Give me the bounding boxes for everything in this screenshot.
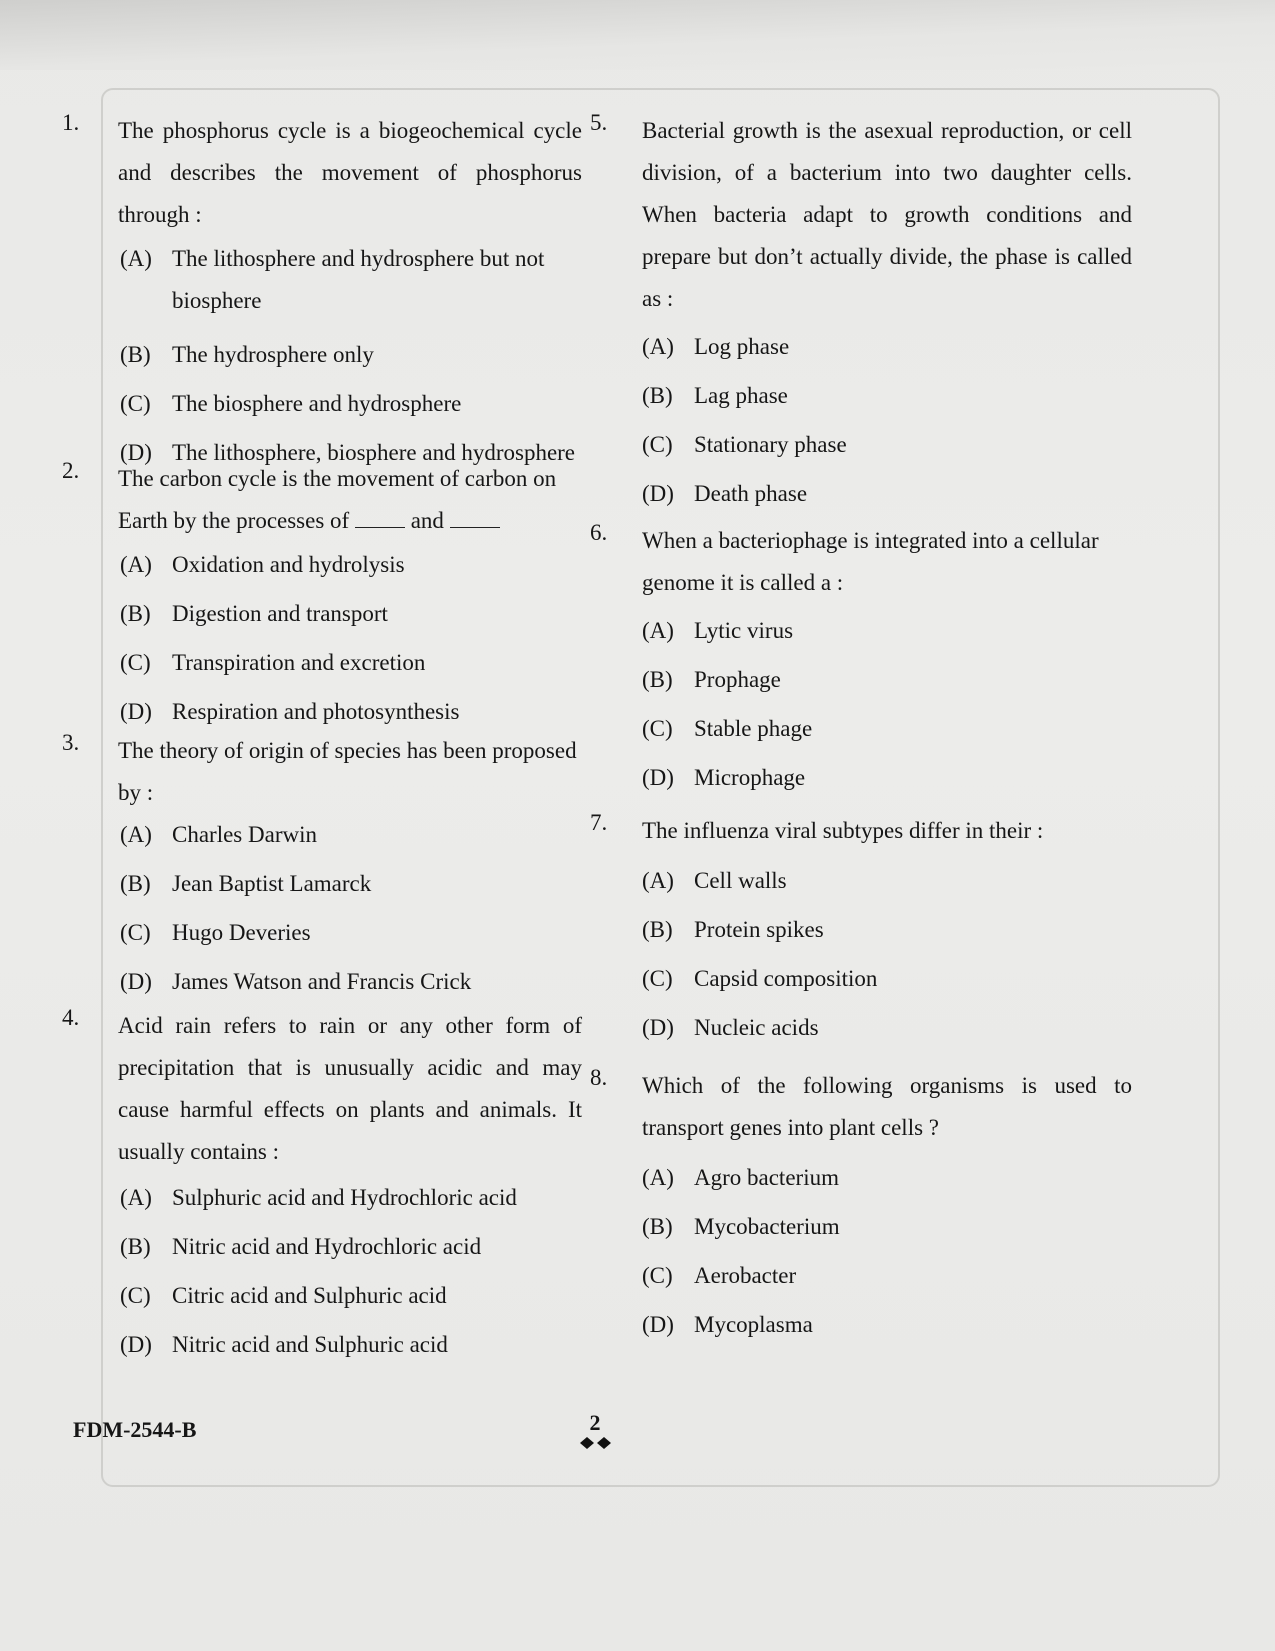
option-text: Jean Baptist Lamarck — [172, 871, 372, 896]
option-label: (C) — [642, 966, 673, 991]
question-4 — [62, 1005, 582, 1373]
option-label: (C) — [642, 716, 673, 741]
option-label: (B) — [642, 383, 673, 408]
question-text: The theory of origin of species has been proposed by : — [118, 738, 577, 805]
option-text: Lytic virus — [694, 618, 794, 643]
option-d[interactable] — [120, 961, 582, 1010]
option-text: The hydrosphere only — [172, 342, 374, 367]
option-label: (A) — [120, 552, 152, 577]
question-text: When a bacteriophage is integrated into a cellular genome it is called a : — [642, 528, 1099, 595]
option-text: Citric acid and Sulphuric acid — [172, 1283, 447, 1308]
question-6 — [590, 520, 1132, 806]
option-a[interactable] — [120, 238, 582, 334]
option-text: Hugo Deveries — [172, 920, 311, 945]
option-b[interactable] — [120, 1226, 582, 1275]
option-text: Cell walls — [694, 868, 787, 893]
option-text: Aerobacter — [694, 1263, 797, 1288]
option-d[interactable] — [642, 473, 1132, 522]
option-text: The lithosphere, biosphere and hydrosphere — [172, 440, 576, 465]
option-text: Nitric acid and Sulphuric acid — [172, 1332, 448, 1357]
option-label: (A) — [642, 334, 674, 359]
option-b[interactable] — [642, 909, 1132, 958]
option-c[interactable] — [120, 383, 582, 432]
option-label: (C) — [642, 432, 673, 457]
option-text: Nitric acid and Hydrochloric acid — [172, 1234, 482, 1259]
option-label: (D) — [120, 1332, 152, 1357]
option-label: (C) — [120, 391, 151, 416]
option-text: Log phase — [694, 334, 790, 359]
question-number: 5. — [590, 110, 608, 135]
option-label: (A) — [120, 1185, 152, 1210]
option-text: Death phase — [694, 481, 808, 506]
option-text: The lithosphere and hydrosphere but not biosphere — [172, 246, 545, 313]
option-b[interactable] — [120, 863, 582, 912]
option-text: Lag phase — [694, 383, 788, 408]
option-b[interactable] — [642, 375, 1132, 424]
option-text: Microphage — [694, 765, 806, 790]
option-text: Oxidation and hydrolysis — [172, 552, 405, 577]
question-number: 7. — [590, 810, 608, 835]
question-text: Which of the following organisms is used to transport genes into plant cells ? — [642, 1073, 1132, 1140]
option-b[interactable] — [120, 593, 582, 642]
option-a[interactable] — [120, 1177, 582, 1226]
option-text: Mycobacterium — [694, 1214, 840, 1239]
question-number: 6. — [590, 520, 608, 545]
option-text: Mycoplasma — [694, 1312, 813, 1337]
option-text: Protein spikes — [694, 917, 824, 942]
question-number: 8. — [590, 1065, 608, 1090]
question-number: 4. — [62, 1005, 80, 1030]
option-label: (D) — [120, 440, 152, 465]
option-label: (D) — [642, 1312, 674, 1337]
option-label: (D) — [642, 1015, 674, 1040]
option-label: (A) — [120, 246, 152, 271]
option-label: (B) — [120, 342, 151, 367]
option-d[interactable] — [642, 1304, 1132, 1353]
question-number: 3. — [62, 730, 80, 755]
option-label: (B) — [642, 917, 673, 942]
option-d[interactable] — [642, 757, 1132, 806]
diamond-ornament-icon — [577, 1436, 617, 1450]
option-a[interactable] — [120, 814, 582, 863]
option-b[interactable] — [642, 1206, 1132, 1255]
option-text: Sulphuric acid and Hydrochloric acid — [172, 1185, 517, 1210]
option-label: (D) — [120, 969, 152, 994]
option-text: Agro bacterium — [694, 1165, 839, 1190]
option-d[interactable] — [642, 1007, 1132, 1056]
option-text: The biosphere and hydrosphere — [172, 391, 462, 416]
option-label: (D) — [642, 765, 674, 790]
option-c[interactable] — [120, 1275, 582, 1324]
option-c[interactable] — [120, 642, 582, 691]
question-8 — [590, 1065, 1132, 1353]
option-a[interactable] — [120, 544, 582, 593]
question-text: The influenza viral subtypes differ in their : — [642, 818, 1044, 843]
option-label: (C) — [642, 1263, 673, 1288]
option-label: (C) — [120, 1283, 151, 1308]
question-text: The phosphorus cycle is a biogeochemical cycle and describes the movement of phosphorus through : — [118, 118, 582, 227]
option-text: Capsid composition — [694, 966, 878, 991]
option-label: (A) — [642, 1165, 674, 1190]
option-c[interactable] — [642, 424, 1132, 473]
answer-blank — [355, 509, 405, 528]
option-c[interactable] — [642, 958, 1132, 1007]
option-label: (C) — [120, 650, 151, 675]
question-number: 2. — [62, 458, 80, 483]
option-label: (B) — [120, 1234, 151, 1259]
option-label: (D) — [642, 481, 674, 506]
question-5 — [590, 110, 1132, 522]
question-text: Bacterial growth is the asexual reproduction, or cell division, of a bacterium into two daughter cells. When bacteria adapt to growth conditions and prepare but don’t actually divide, the phase is called as : — [642, 118, 1132, 311]
question-text-part: and — [410, 508, 444, 533]
option-a[interactable] — [642, 326, 1132, 375]
option-label: (B) — [642, 1214, 673, 1239]
option-text: Nucleic acids — [694, 1015, 819, 1040]
page-fold-shadow — [0, 0, 1275, 70]
question-text: Acid rain refers to rain or any other form of precipitation that is unusually acidic and may cause harmful effects on plants and animals. It usually contains : — [118, 1013, 582, 1164]
option-label: (A) — [642, 868, 674, 893]
option-label: (A) — [642, 618, 674, 643]
question-number: 1. — [62, 110, 80, 135]
question-2 — [62, 458, 582, 740]
option-text: Respiration and photosynthesis — [172, 699, 460, 724]
question-3 — [62, 730, 582, 1010]
option-a[interactable] — [642, 610, 1132, 659]
option-label: (D) — [120, 699, 152, 724]
option-label: (B) — [642, 667, 673, 692]
option-a[interactable] — [642, 1157, 1132, 1206]
option-c[interactable] — [642, 1255, 1132, 1304]
question-1 — [62, 110, 582, 481]
option-text: Charles Darwin — [172, 822, 317, 847]
option-a[interactable] — [642, 860, 1132, 909]
option-c[interactable] — [642, 708, 1132, 757]
option-label: (B) — [120, 601, 151, 626]
option-label: (C) — [120, 920, 151, 945]
option-c[interactable] — [120, 912, 582, 961]
question-text — [118, 458, 582, 542]
option-text: Digestion and transport — [172, 601, 388, 626]
option-label: (A) — [120, 822, 152, 847]
question-7 — [590, 810, 1132, 1056]
option-label: (B) — [120, 871, 151, 896]
question-text-part: The carbon cycle is the movement of carbon on Earth by the processes of — [118, 466, 557, 533]
option-text: Stationary phase — [694, 432, 847, 457]
booklet-code: FDM-2544-B — [73, 1417, 197, 1442]
option-d[interactable] — [120, 1324, 582, 1373]
answer-blank — [450, 509, 500, 528]
option-b[interactable] — [642, 659, 1132, 708]
option-text: James Watson and Francis Crick — [172, 969, 472, 994]
page-number: 2 — [589, 1410, 601, 1435]
option-b[interactable] — [120, 334, 582, 383]
option-text: Stable phage — [694, 716, 813, 741]
option-text: Transpiration and excretion — [172, 650, 426, 675]
option-text: Prophage — [694, 667, 781, 692]
